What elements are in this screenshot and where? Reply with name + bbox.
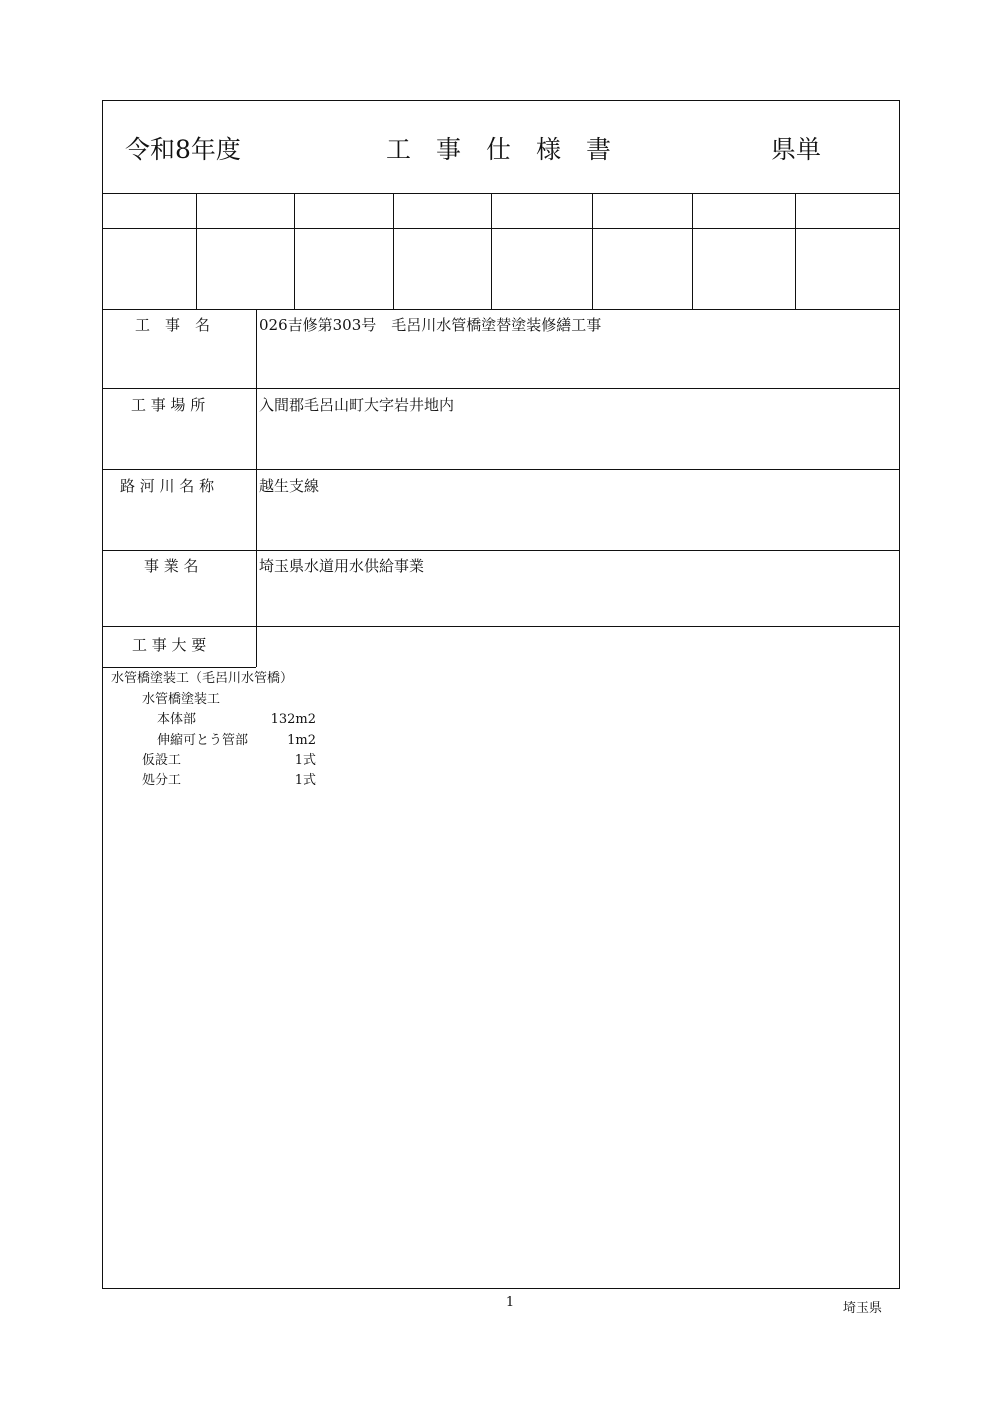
outline-item-quantity: 132m2 [270,712,316,727]
stamp-col-divider [491,193,492,309]
outline-item-name: 伸縮可とう管部 [157,733,249,748]
document-title: 工 事 仕 様 書 [386,135,612,164]
page-number: 1 [505,1295,515,1310]
outline-item-name: 仮設工 [142,753,182,768]
construction-site-value: 入間郡毛呂山町大字岩井地内 [259,396,455,414]
project-name-label: 事 業 名 [144,557,199,575]
budget-type: 県単 [771,135,822,164]
stamp-col-divider [592,193,593,309]
outline-item-quantity: 1式 [294,773,316,788]
stamp-col-divider [393,193,394,309]
rule-river-bottom [103,550,899,551]
construction-site-label: 工 事 場 所 [131,396,206,414]
route-river-name-value: 越生支線 [259,477,320,495]
stamp-col-divider [692,193,693,309]
outline-item-quantity: 1式 [294,753,316,768]
project-name-value: 埼玉県水道用水供給事業 [259,557,425,575]
stamp-col-divider [196,193,197,309]
rule-name-bottom [103,388,899,389]
construction-name-label: 工 事 名 [135,316,211,334]
stamp-col-divider [294,193,295,309]
outline-label: 工 事 大 要 [132,636,207,654]
stamp-col-divider [795,193,796,309]
outline-item-quantity: 1m2 [287,733,316,748]
outline-item-name: 処分工 [142,773,182,788]
construction-name-value: 026吉修第303号 毛呂川水管橋塗替塗装修繕工事 [259,316,602,334]
fiscal-year: 令和8年度 [125,135,241,164]
outline-item-name: 本体部 [157,712,197,727]
rule-project-bottom [103,626,899,627]
label-column-divider [256,309,257,667]
outline-section-title: 水管橋塗装工（毛呂川水管橋） [111,671,294,686]
rule-title-bottom [103,193,899,194]
rule-stamp-header-bottom [103,228,899,229]
route-river-name-label: 路 河 川 名 称 [120,477,215,495]
rule-outline-label-bottom [103,667,256,668]
specification-form [102,100,900,1289]
rule-stamp-row-bottom [103,309,899,310]
issuer-name: 埼玉県 [842,1301,882,1316]
outline-item-name: 水管橋塗装工 [142,692,221,707]
rule-site-bottom [103,469,899,470]
